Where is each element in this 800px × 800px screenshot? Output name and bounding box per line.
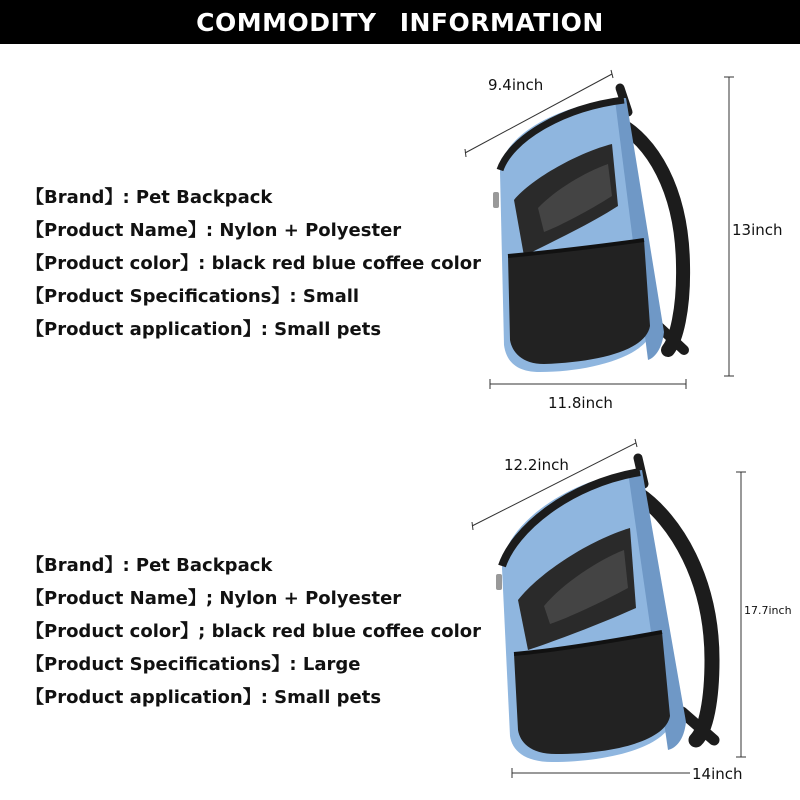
dimension-height-label: 17.7inch xyxy=(744,604,792,617)
backpack-image-large xyxy=(440,440,800,795)
header-title: COMMODITY INFORMATION xyxy=(196,7,604,37)
spec-brand: 【Brand】: Pet Backpack xyxy=(26,555,273,576)
spec-product-application: 【Product application】: Small pets xyxy=(26,319,382,340)
spec-list-large xyxy=(26,549,481,714)
spec-product-color: 【Product color】: black red blue coffee color xyxy=(26,253,482,274)
backpack-figure-small xyxy=(440,60,800,420)
spec-brand: 【Brand】: Pet Backpack xyxy=(26,187,273,208)
dimension-width-label: 11.8inch xyxy=(548,394,613,412)
spec-product-application: 【Product application】: Small pets xyxy=(26,687,382,708)
backpack-figure-large xyxy=(440,440,800,795)
dimension-depth-label: 9.4inch xyxy=(488,76,544,94)
dimension-width-label: 14inch xyxy=(692,765,743,783)
spec-product-name: 【Product Name】: Nylon + Polyester xyxy=(26,220,402,241)
spec-product-specifications: 【Product Specifications】: Large xyxy=(26,654,361,675)
spec-product-color: 【Product color】; black red blue coffee color xyxy=(26,621,482,642)
spec-list-small xyxy=(26,181,481,346)
dimension-height-label: 13inch xyxy=(732,221,783,239)
backpack-image-small xyxy=(440,60,800,420)
spec-product-specifications: 【Product Specifications】: Small xyxy=(26,286,360,307)
dimension-depth-label: 12.2inch xyxy=(504,456,569,474)
spec-product-name: 【Product Name】; Nylon + Polyester xyxy=(26,588,402,609)
header-banner xyxy=(0,0,800,44)
